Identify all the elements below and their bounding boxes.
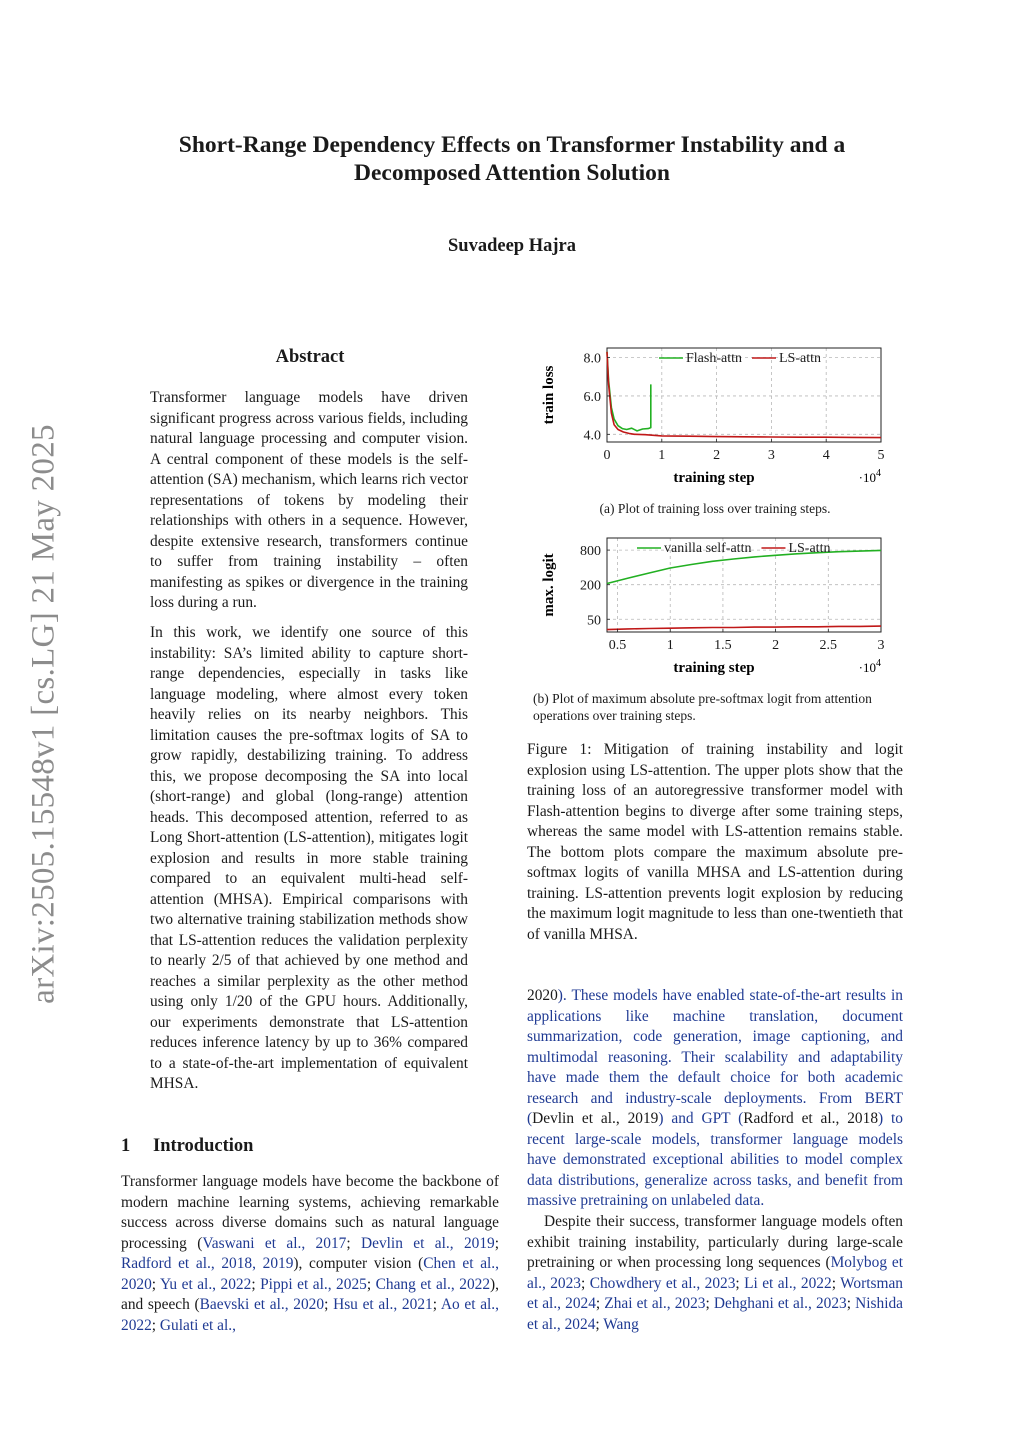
chart-series-group bbox=[607, 550, 881, 629]
citation-link[interactable]: Chang et al., 2022 bbox=[375, 1275, 491, 1293]
citation-link[interactable]: Ao et al., 2022 bbox=[121, 1296, 500, 1334]
x-axis-multiplier bbox=[859, 658, 881, 675]
citation-link[interactable]: Dehghani et al., 2023 bbox=[713, 1295, 847, 1312]
paragraph-text: ; bbox=[346, 1234, 362, 1252]
citation-link[interactable]: Hsu et al., 2021 bbox=[333, 1296, 433, 1313]
x-tick-label: 2 bbox=[772, 638, 780, 653]
paragraph-text: ; bbox=[432, 1296, 441, 1313]
citation-link[interactable]: ) to recent large-scale models, transformer language models have demonstrated exceptional abilities to model complex data distributions, generalize across tasks, and benefit from massive pretraining on unlabeled data. bbox=[527, 1110, 904, 1209]
x-tick-label: 3 bbox=[877, 638, 885, 653]
paragraph-text: ; bbox=[705, 1295, 714, 1312]
paragraph-text: ), computer vision ( bbox=[293, 1255, 424, 1272]
x-tick-label: 1 bbox=[666, 638, 674, 653]
multiplier-exponent: 4 bbox=[876, 468, 881, 479]
subfigure-caption-a: (a) Plot of training loss over training steps. bbox=[599, 501, 831, 516]
abstract-paragraph-2: In this work, we identify one source of this instability: SA’s limited ability to capture short-range dependencies, especially in tasks like language modeling, where almost every token heavily relies on its nearby neighbors. This limitation causes the pre-softmax logits of SA to grow rapidly, destabilizing training. To address this, we propose decomposing the SA into local (short-range) and global (long-range) attention heads. This decomposed attention, referred to as Long Short-attention (LS-attention), mitigates logit explosion and results in more stable training compared to an equivalent multi-head self-attention (MHSA). Empirical comparisons with two alternative training stabilization methods show that LS-attention reduces the validation perplexity to nearly 2/5 of that achieved by one method and reaches a similar perplexity as the other method using only 1/20 of the GPU hours. Additionally, our experiments demonstrate that LS-attention reduces inference latency by up to 36% compared to a state-of-the-art implementation of equivalent MHSA. bbox=[150, 624, 468, 1092]
paragraph-text: ; bbox=[581, 1274, 590, 1292]
citation-link[interactable]: Wang bbox=[603, 1315, 639, 1333]
section-title: Introduction bbox=[153, 1136, 254, 1156]
y-tick-label: 50 bbox=[587, 613, 601, 629]
paper-title bbox=[120, 131, 904, 187]
paragraph-text: ; bbox=[324, 1296, 334, 1313]
paragraph-text: 2020 bbox=[527, 987, 558, 1004]
introduction-paragraph-3 bbox=[527, 1212, 903, 1335]
paragraph-text: ; bbox=[735, 1274, 745, 1292]
x-tick-label: 1 bbox=[658, 448, 666, 463]
citation-link[interactable]: Zhai et al., 2023 bbox=[604, 1295, 706, 1312]
y-tick-label: 8.0 bbox=[583, 351, 601, 367]
x-tick-label: 5 bbox=[877, 448, 885, 463]
x-tick-label: 4 bbox=[822, 448, 830, 463]
citation-link[interactable]: Radford et al., 2018, 2019 bbox=[121, 1255, 294, 1272]
paragraph-text: ; bbox=[251, 1275, 261, 1293]
paragraph-text: Transformer language models have become the backbone of modern machine learning systems, achieving remarkable success across diverse domains such as natural language processing ( bbox=[121, 1173, 499, 1252]
paragraph-text: ; bbox=[494, 1234, 500, 1252]
legend-label: LS-attn bbox=[779, 351, 821, 366]
figure-caption: Figure 1: Mitigation of training instability and logit explosion using LS-attention. The upper plots show that the training loss of an autoregressive transformer model with Flash-attention begins to diverge after some training steps, whereas the same model with LS-attention remains stable. The bottom plots compare the maximum absolute pre-softmax logits of vanilla MHSA and LS-attention during training. LS-attention prevents logit explosion by reducing the maximum logit magnitude to less than one-twentieth that of vanilla MHSA. bbox=[527, 741, 903, 943]
paper-title-line-2: Decomposed Attention Solution bbox=[354, 160, 670, 186]
legend-label: Flash-attn bbox=[686, 351, 742, 366]
paragraph-text: ), and speech ( bbox=[121, 1275, 500, 1313]
citation-link[interactable]: Baevski et al., 2020 bbox=[199, 1296, 325, 1313]
chart-legend bbox=[637, 541, 830, 556]
x-tick-label: 1.5 bbox=[714, 638, 732, 653]
arxiv-identifier: arXiv:2505.15548v1 [cs.LG] 21 May 2025 bbox=[25, 424, 62, 1004]
paragraph-text: ; bbox=[366, 1275, 376, 1293]
subfigure-caption-b: (b) Plot of maximum absolute pre-softmax logit from attention operations over training steps. bbox=[533, 691, 872, 723]
legend-label: vanilla self-attn bbox=[664, 541, 752, 556]
multiplier-base: ·10 bbox=[858, 660, 876, 675]
introduction-paragraph-2 bbox=[527, 986, 903, 1212]
x-tick-label: 2 bbox=[713, 448, 721, 463]
citation-link[interactable]: Li et al., 2022 bbox=[744, 1274, 832, 1292]
y-tick-label: 4.0 bbox=[583, 428, 601, 444]
paragraph-text: ; bbox=[151, 1275, 160, 1293]
paragraph-text: ; bbox=[151, 1316, 160, 1334]
citation-link[interactable]: Chen et al., 2020 bbox=[121, 1255, 499, 1293]
introduction-paragraph-1 bbox=[121, 1172, 499, 1336]
x-tick-label: 3 bbox=[767, 448, 775, 463]
paragraph-text: ; bbox=[846, 1295, 856, 1312]
citation-link[interactable]: Yu et al., 2022 bbox=[160, 1275, 252, 1293]
chart-ticks bbox=[580, 544, 885, 653]
chart-series-group bbox=[607, 352, 881, 438]
citation-link[interactable]: Gulati et al., bbox=[159, 1316, 236, 1334]
citation-link[interactable]: Devlin et al., 2019 bbox=[361, 1234, 495, 1252]
chart-train-loss bbox=[527, 338, 903, 496]
y-axis-label: max. logit bbox=[541, 553, 557, 617]
multiplier-exponent: 4 bbox=[876, 658, 881, 669]
paragraph-text: ; bbox=[595, 1315, 604, 1333]
y-tick-label: 200 bbox=[580, 578, 601, 594]
paragraph-text: Radford et al., 2018 bbox=[743, 1110, 879, 1127]
legend-label: LS-attn bbox=[788, 541, 831, 556]
abstract-paragraph-1: Transformer language models have driven significant progress across various fields, including natural language processing and computer vision. A central component of these models is the self-attention (SA) mechanism, which learns rich vector representations of tokens by modeling their relationships with others in a sequence. However, despite extensive research, transformers continue to suffer from training instability – often manifesting as spikes or divergence in the training loss during a run. bbox=[150, 389, 468, 611]
x-axis-multiplier bbox=[859, 468, 881, 485]
chart-ticks bbox=[584, 352, 885, 463]
author-name: Suvadeep Hajra bbox=[448, 236, 576, 256]
paragraph-text: ; bbox=[831, 1274, 841, 1292]
abstract-heading: Abstract bbox=[275, 347, 345, 367]
citation-link[interactable]: Pippi et al., 2025 bbox=[260, 1275, 367, 1293]
citation-link[interactable]: ) and GPT ( bbox=[658, 1110, 744, 1127]
paper-title-line-1: Short-Range Dependency Effects on Transformer Instability and a bbox=[178, 132, 846, 158]
x-axis-label: training step bbox=[673, 470, 755, 486]
citation-link[interactable]: Molybog et al., 2023 bbox=[527, 1254, 903, 1292]
x-axis-label: training step bbox=[673, 660, 755, 676]
paragraph-text: ; bbox=[595, 1295, 605, 1312]
y-axis-label: train loss bbox=[541, 365, 557, 425]
y-tick-label: 800 bbox=[580, 544, 601, 560]
chart-legend bbox=[659, 351, 821, 366]
section-heading-introduction bbox=[121, 1136, 253, 1157]
citation-link[interactable]: Chowdhery et al., 2023 bbox=[589, 1274, 736, 1292]
paragraph-text: Devlin et al., 2019 bbox=[532, 1110, 659, 1127]
paragraph-text: Despite their success, transformer language models often exhibit training instability, particularly during large-scale pretraining or when processing long sequences ( bbox=[527, 1213, 903, 1271]
x-tick-label: 2.5 bbox=[819, 638, 838, 653]
y-tick-label: 6.0 bbox=[583, 389, 601, 405]
series-line bbox=[607, 352, 881, 438]
section-number: 1 bbox=[121, 1136, 131, 1156]
citation-link[interactable]: Nishida et al., 2024 bbox=[527, 1295, 904, 1333]
x-tick-label: 0.5 bbox=[608, 638, 627, 653]
chart-max-logit bbox=[527, 528, 903, 686]
citation-link[interactable]: ). These models have enabled state-of-the-art results in applications like machine translation, document summarization, code generation, image captioning, and multimodal reasoning. Their scalability and adaptability have made them the default choice for both academic research and industry-scale deployments. From BERT ( bbox=[527, 987, 903, 1127]
multiplier-base: ·10 bbox=[858, 470, 876, 485]
citation-link[interactable]: Wortsman et al., 2024 bbox=[527, 1274, 903, 1312]
citation-link[interactable]: Vaswani et al., 2017 bbox=[202, 1234, 347, 1252]
x-tick-label: 0 bbox=[603, 448, 611, 463]
series-line bbox=[607, 626, 881, 630]
